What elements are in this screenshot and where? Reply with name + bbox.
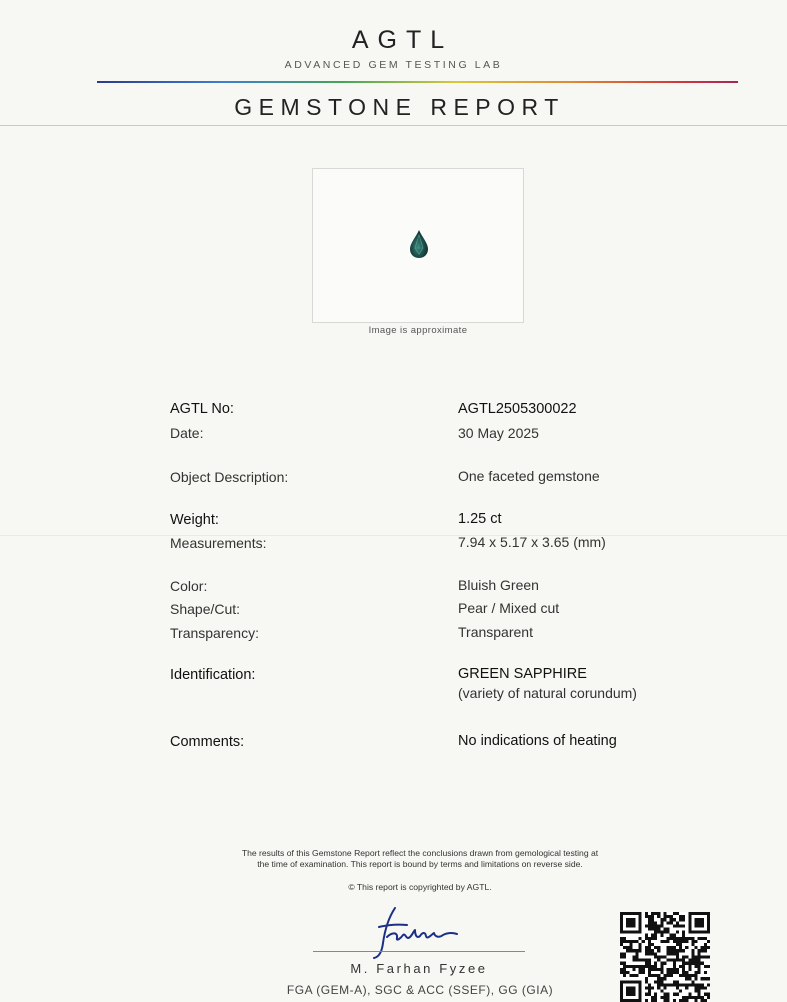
report-title: GEMSTONE REPORT bbox=[234, 94, 565, 120]
value-agtl-no: AGTL2505300022 bbox=[458, 401, 577, 417]
label-transparency: Transparency: bbox=[170, 625, 259, 641]
signature-rule bbox=[313, 951, 525, 952]
brand-subtitle: ADVANCED GEM TESTING LAB bbox=[284, 59, 503, 71]
disclaimer-line-2: the time of examination. This report is bound by terms and limitations on reverse side. bbox=[257, 859, 583, 869]
label-comments: Comments: bbox=[170, 734, 245, 750]
value-identification: GREEN SAPPHIRE bbox=[458, 666, 587, 682]
label-measurements: Measurements: bbox=[170, 535, 267, 551]
value-identification-note: (variety of natural corundum) bbox=[458, 685, 637, 701]
label-object-description: Object Description: bbox=[170, 469, 289, 485]
brand-name: AGTL bbox=[351, 26, 454, 54]
value-transparency: Transparent bbox=[458, 624, 533, 640]
signer-name: M. Farhan Fyzee bbox=[350, 961, 488, 976]
copyright-notice: © This report is copyrighted by AGTL. bbox=[348, 882, 492, 892]
value-date: 30 May 2025 bbox=[458, 425, 539, 441]
label-agtl-no: AGTL No: bbox=[170, 401, 234, 417]
fold-line bbox=[0, 535, 787, 536]
value-weight: 1.25 ct bbox=[458, 511, 502, 527]
value-measurements: 7.94 x 5.17 x 3.65 (mm) bbox=[458, 534, 606, 550]
value-comments: No indications of heating bbox=[458, 733, 617, 749]
qr-code bbox=[620, 912, 710, 1002]
header-rule bbox=[0, 125, 787, 126]
value-color: Bluish Green bbox=[458, 577, 539, 593]
value-shape-cut: Pear / Mixed cut bbox=[458, 600, 560, 616]
value-object-description: One faceted gemstone bbox=[458, 468, 600, 484]
image-caption: Image is approximate bbox=[368, 325, 468, 336]
rainbow-divider bbox=[97, 81, 738, 83]
pear-gem-image bbox=[409, 229, 429, 259]
disclaimer-line-1: The results of this Gemstone Report reflect the conclusions drawn from gemological testing at bbox=[241, 848, 599, 858]
signer-credentials: FGA (GEM-A), SGC & ACC (SSEF), GG (GIA) bbox=[286, 983, 554, 997]
label-color: Color: bbox=[170, 578, 208, 594]
gem-photo-frame bbox=[312, 168, 524, 323]
label-shape-cut: Shape/Cut: bbox=[170, 601, 241, 617]
label-weight: Weight: bbox=[170, 512, 219, 528]
label-identification: Identification: bbox=[170, 667, 256, 683]
disclaimer-text bbox=[180, 848, 660, 870]
label-date: Date: bbox=[170, 425, 204, 441]
